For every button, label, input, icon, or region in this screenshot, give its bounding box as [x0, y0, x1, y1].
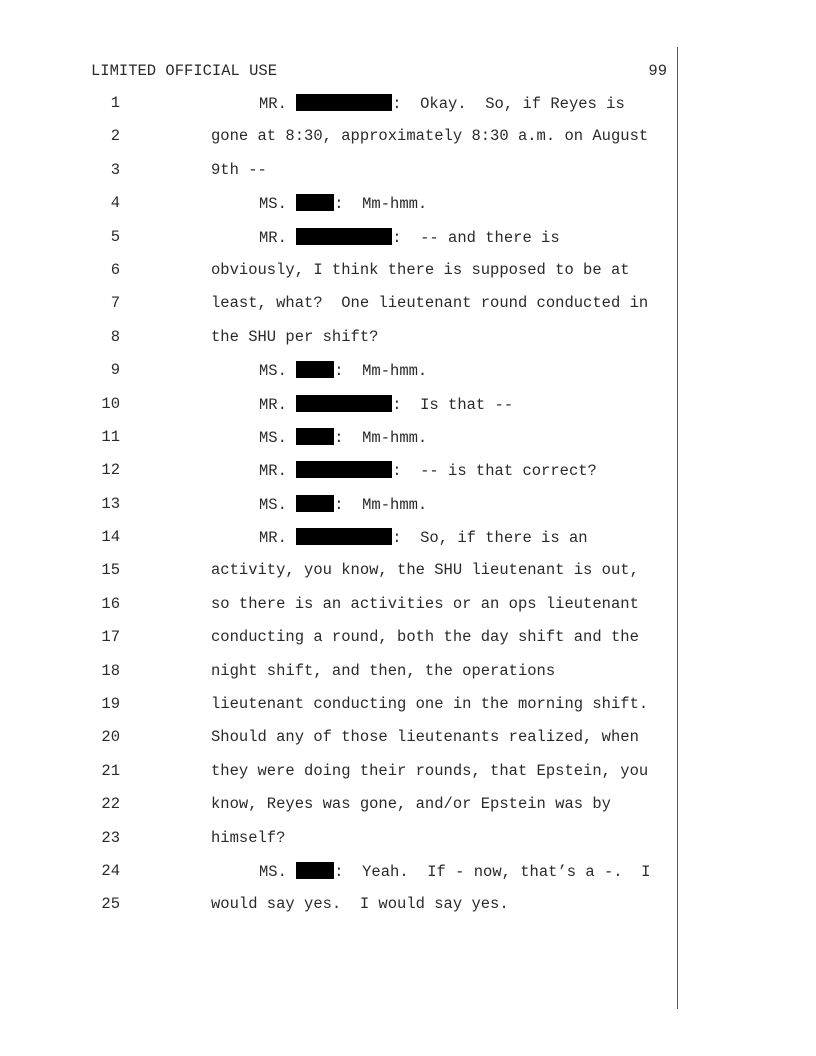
line-text: [211, 829, 285, 847]
transcript-line: [0, 895, 816, 928]
transcript-line: [0, 194, 816, 227]
transcript-line: [0, 127, 816, 160]
transcript-line: [0, 862, 816, 895]
transcript-line: [0, 795, 816, 828]
spoken-text: : -- is that correct?: [392, 462, 597, 481]
line-number: 4: [110, 194, 120, 213]
line-number: 22: [101, 795, 120, 814]
redacted-name-block: [296, 194, 334, 211]
line-number: 16: [101, 594, 120, 613]
transcript-line: [0, 829, 816, 862]
speaker-title: MR.: [259, 462, 287, 481]
redacted-name-block: [296, 395, 392, 412]
speaker-line-text: [259, 428, 427, 447]
line-text: [211, 127, 648, 145]
line-text: [211, 328, 378, 346]
redacted-name-block: [296, 461, 392, 478]
line-number: 20: [101, 728, 120, 747]
speaker-line-text: [259, 194, 427, 213]
speaker-line-text: [259, 228, 560, 247]
speaker-title: MS.: [259, 362, 287, 381]
spoken-text: least, what? One lieutenant round conducted in: [211, 294, 649, 313]
transcript-line: [0, 261, 816, 294]
redacted-name-block: [296, 94, 392, 111]
line-text: [211, 762, 648, 780]
redacted-name-block: [296, 862, 334, 879]
speaker-title: MS.: [259, 495, 287, 514]
speaker-title: MR.: [259, 529, 287, 548]
transcript-line: [0, 361, 816, 394]
spoken-text: : -- and there is: [392, 228, 560, 247]
classification-header: LIMITED OFFICIAL USE: [91, 62, 278, 80]
line-number: 23: [101, 828, 120, 847]
speaker-line-text: [259, 94, 625, 113]
spoken-text: : So, if there is an: [392, 529, 588, 548]
speaker-line-text: [259, 395, 513, 414]
speaker-title: MR.: [259, 95, 287, 113]
line-number: 6: [110, 260, 120, 279]
spoken-text: night shift, and then, the operations: [211, 661, 556, 680]
line-number: 9: [110, 361, 120, 380]
line-number: 13: [101, 494, 120, 513]
transcript-line: [0, 395, 816, 428]
line-number: 8: [110, 327, 120, 346]
spoken-text: activity, you know, the SHU lieutenant is out,: [211, 561, 639, 580]
line-number: 24: [101, 861, 120, 880]
spoken-text: lieutenant conducting one in the morning shift.: [211, 695, 649, 714]
line-text: [211, 728, 639, 746]
speaker-line-text: [259, 361, 427, 380]
speaker-line-text: [259, 862, 650, 881]
speaker-line-text: [259, 461, 597, 480]
line-number: 17: [101, 628, 120, 647]
transcript-line: [0, 161, 816, 194]
transcript-line: [0, 595, 816, 628]
line-number: 25: [101, 895, 120, 914]
transcript-line: [0, 762, 816, 795]
spoken-text: know, Reyes was gone, and/or Epstein was by: [211, 795, 611, 814]
transcript-line: [0, 228, 816, 261]
spoken-text: : Is that --: [392, 395, 514, 414]
spoken-text: they were doing their rounds, that Epstein, you: [211, 761, 649, 780]
line-text: [211, 795, 611, 813]
transcript-line: [0, 561, 816, 594]
spoken-text: Should any of those lieutenants realized, when: [211, 728, 639, 747]
line-number: 19: [101, 695, 120, 714]
spoken-text: conducting a round, both the day shift and the: [211, 628, 639, 647]
line-number: 11: [101, 427, 120, 446]
transcript-body: [0, 94, 816, 929]
spoken-text: : Yeah. If - now, that’s a -. I: [334, 862, 651, 881]
redacted-name-block: [296, 528, 392, 545]
spoken-text: would say yes. I would say yes.: [211, 895, 509, 914]
line-number: 21: [101, 761, 120, 780]
redacted-name-block: [296, 495, 334, 512]
speaker-title: MS.: [259, 195, 287, 214]
line-text: [211, 695, 648, 713]
transcript-line: [0, 628, 816, 661]
spoken-text: gone at 8:30, approximately 8:30 a.m. on August: [211, 127, 649, 146]
page-number: 99: [648, 62, 667, 80]
line-number: 15: [101, 561, 120, 580]
line-number: 2: [110, 127, 120, 146]
line-text: [211, 261, 630, 279]
line-number: 14: [101, 528, 120, 547]
transcript-line: [0, 662, 816, 695]
line-text: [211, 628, 639, 646]
spoken-text: so there is an activities or an ops lieutenant: [211, 594, 639, 613]
transcript-line: [0, 328, 816, 361]
redacted-name-block: [296, 428, 334, 445]
transcript-line: [0, 94, 816, 127]
line-text: [211, 161, 267, 179]
speaker-title: MS.: [259, 428, 287, 447]
line-number: 5: [110, 227, 120, 246]
spoken-text: the SHU per shift?: [211, 327, 379, 346]
line-text: [211, 595, 639, 613]
spoken-text: : Mm-hmm.: [334, 495, 428, 514]
speaker-line-text: [259, 495, 427, 514]
spoken-text: : Okay. So, if Reyes is: [392, 95, 625, 113]
line-number: 18: [101, 661, 120, 680]
line-text: [211, 662, 555, 680]
spoken-text: 9th --: [211, 160, 267, 179]
line-number: 12: [101, 461, 120, 480]
transcript-line: [0, 294, 816, 327]
speaker-title: MR.: [259, 228, 287, 247]
speaker-title: MS.: [259, 862, 287, 881]
spoken-text: : Mm-hmm.: [334, 428, 428, 447]
spoken-text: : Mm-hmm.: [334, 195, 428, 214]
transcript-line: [0, 428, 816, 461]
transcript-line: [0, 495, 816, 528]
spoken-text: obviously, I think there is supposed to be at: [211, 260, 630, 279]
line-number: 7: [110, 294, 120, 313]
transcript-line: [0, 728, 816, 761]
redacted-name-block: [296, 361, 334, 378]
transcript-line: [0, 461, 816, 494]
line-text: [211, 561, 639, 579]
redacted-name-block: [296, 228, 392, 245]
transcript-line: [0, 528, 816, 561]
line-number: 3: [110, 160, 120, 179]
line-number: 10: [101, 394, 120, 413]
spoken-text: himself?: [211, 828, 286, 847]
transcript-line: [0, 695, 816, 728]
speaker-line-text: [259, 528, 588, 547]
line-text: [211, 895, 509, 913]
line-text: [211, 294, 648, 312]
spoken-text: : Mm-hmm.: [334, 362, 428, 381]
speaker-title: MR.: [259, 395, 287, 414]
line-number: 1: [110, 94, 120, 112]
